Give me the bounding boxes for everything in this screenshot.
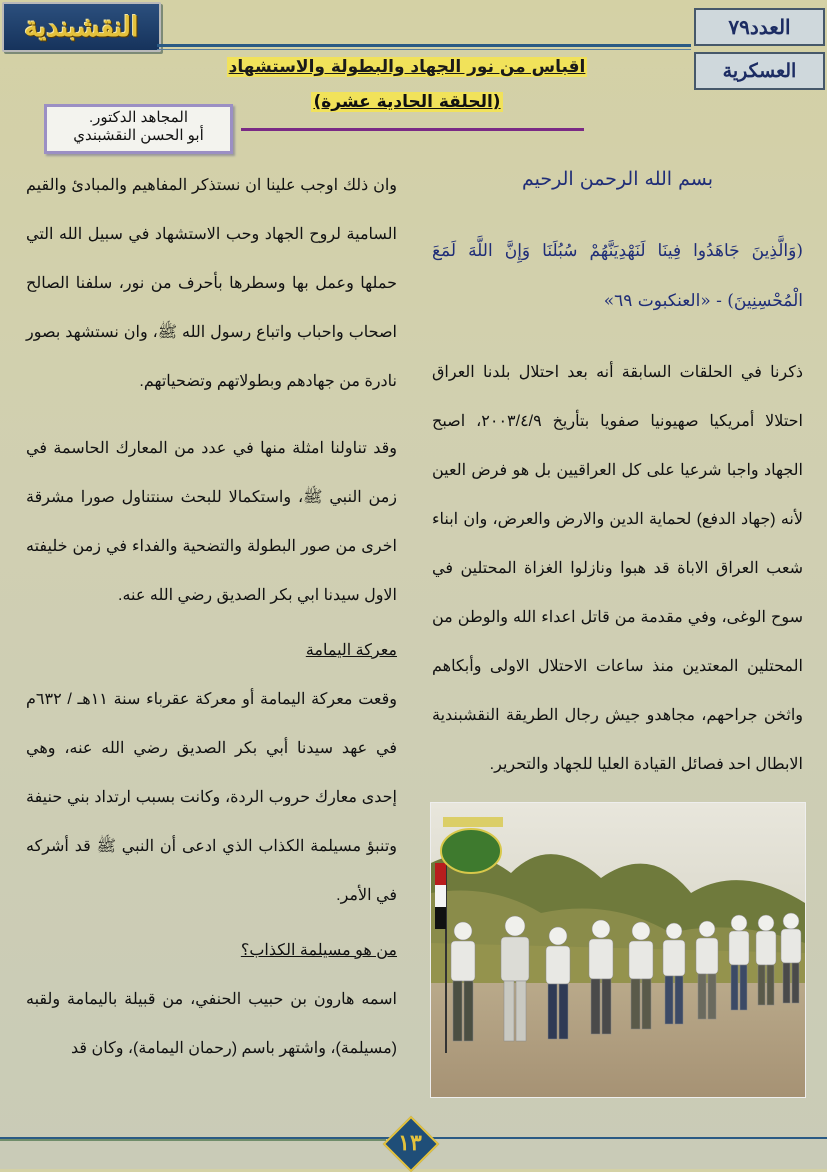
page-number-badge <box>386 1119 434 1167</box>
article-title: اقباس من نور الجهاد والبطولة والاستشهاد <box>228 57 586 77</box>
article-subtitle: (الحلقة الحادية عشرة) <box>313 92 501 112</box>
subheading-musaylima: من هو مسيلمة الكذاب؟ <box>240 942 397 959</box>
author-box <box>44 104 233 154</box>
quran-verse: (وَالَّذِينَ جَاهَدُوا فِينَا لَنَهْدِيَنَّهُمْ سُبُلَنَا وَإِنَّ اللَّهَ لَمَعَ الْمُحْسِنِينَ) - «العنكبوت ٦٩» <box>432 241 803 311</box>
section-badge <box>694 52 825 90</box>
title-rule <box>241 128 584 131</box>
issue-badge <box>694 8 825 46</box>
header-rule <box>157 44 691 47</box>
header-rule-thin <box>157 49 691 50</box>
magazine-logo <box>2 2 161 52</box>
left-column <box>26 161 397 1073</box>
subheading-yamama: معركة اليمامة <box>305 642 397 659</box>
paragraph-3: وقعت معركة اليمامة أو معركة عقرباء سنة ١١هـ / ٦٣٢م في عهد سيدنا أبي بكر الصديق رضي الله عنه، وهي إحدى معارك حروب الردة، وكانت بسبب ارتداد بني حنيفة وتنبؤ مسيلمة الكذاب الذي ادعى أن النبي ﷺ قد أشركه في الأمر. <box>26 691 397 904</box>
magazine-name: النقشبندية <box>24 11 139 43</box>
paragraph-2: وقد تناولنا امثلة منها في عدد من المعارك الحاسمة في زمن النبي ﷺ، واستكمالا للبحث سنتناول صورا مشرقة اخرى من صور البطولة والتضحية والفداء في زمن خليفته الاول سيدنا ابي بكر الصديق رضي الله عنه. <box>26 440 398 604</box>
author-title: المجاهد الدكتور. <box>88 109 189 126</box>
footer-rule-left <box>0 1139 386 1141</box>
issue-number: العدد٧٩ <box>728 15 791 39</box>
group-emblem-icon <box>441 817 503 873</box>
page-number: ١٣ <box>398 1130 422 1156</box>
author-name: أبو الحسن النقشبندي <box>73 127 204 144</box>
basmala: بسم الله الرحمن الرحيم <box>522 168 713 190</box>
paragraph-4: اسمه هارون بن حبيب الحنفي، من قبيلة باليمامة ولقبه (مسيلمة)، واشتهر باسم (رحمان اليمامة)، وكان قد <box>26 991 397 1057</box>
section-name: العسكرية <box>722 60 797 82</box>
paragraph-1: وان ذلك اوجب علينا ان نستذكر المفاهيم والمبادئ والقيم السامية لروح الجهاد وحب الاستشهاد في سبيل الله التي حملها وعمل بها وسطرها بأحرف من نور، سلفنا الصالح اصحاب واحباب واتباع رسول الله ﷺ، وان نستشهد بصور نادرة من جهادهم وبطولاتهم وتضحياتهم. <box>26 177 397 390</box>
masked-fighters-photo <box>430 802 806 1098</box>
intro-paragraph: ذكرنا في الحلقات السابقة أنه بعد احتلال بلدنا العراق احتلالا أمريكيا صهيونيا صفويا بتأريخ ٢٠٠٣/٤/٩، اصبح الجهاد واجبا شرعيا على كل العراقيين بل هو فرض العين لأنه (جهاد الدفع) لحماية الدين والارض والعرض، وان ابناء شعب العراق الاباة قد هبوا ونازلوا الغزاة المحتلين في سوح الوغى، وفي مقدمة من قاتل اعداء الله والوطن من المحتلين المعتدين منذ ساعات الاحتلال الاولى وأبكاهم واثخن جراحهم، مجاهدو جيش رجال الطريقة النقشبندية الابطال احد فصائل القيادة العليا للجهاد والتحرير. <box>432 364 804 773</box>
right-column <box>432 348 803 789</box>
